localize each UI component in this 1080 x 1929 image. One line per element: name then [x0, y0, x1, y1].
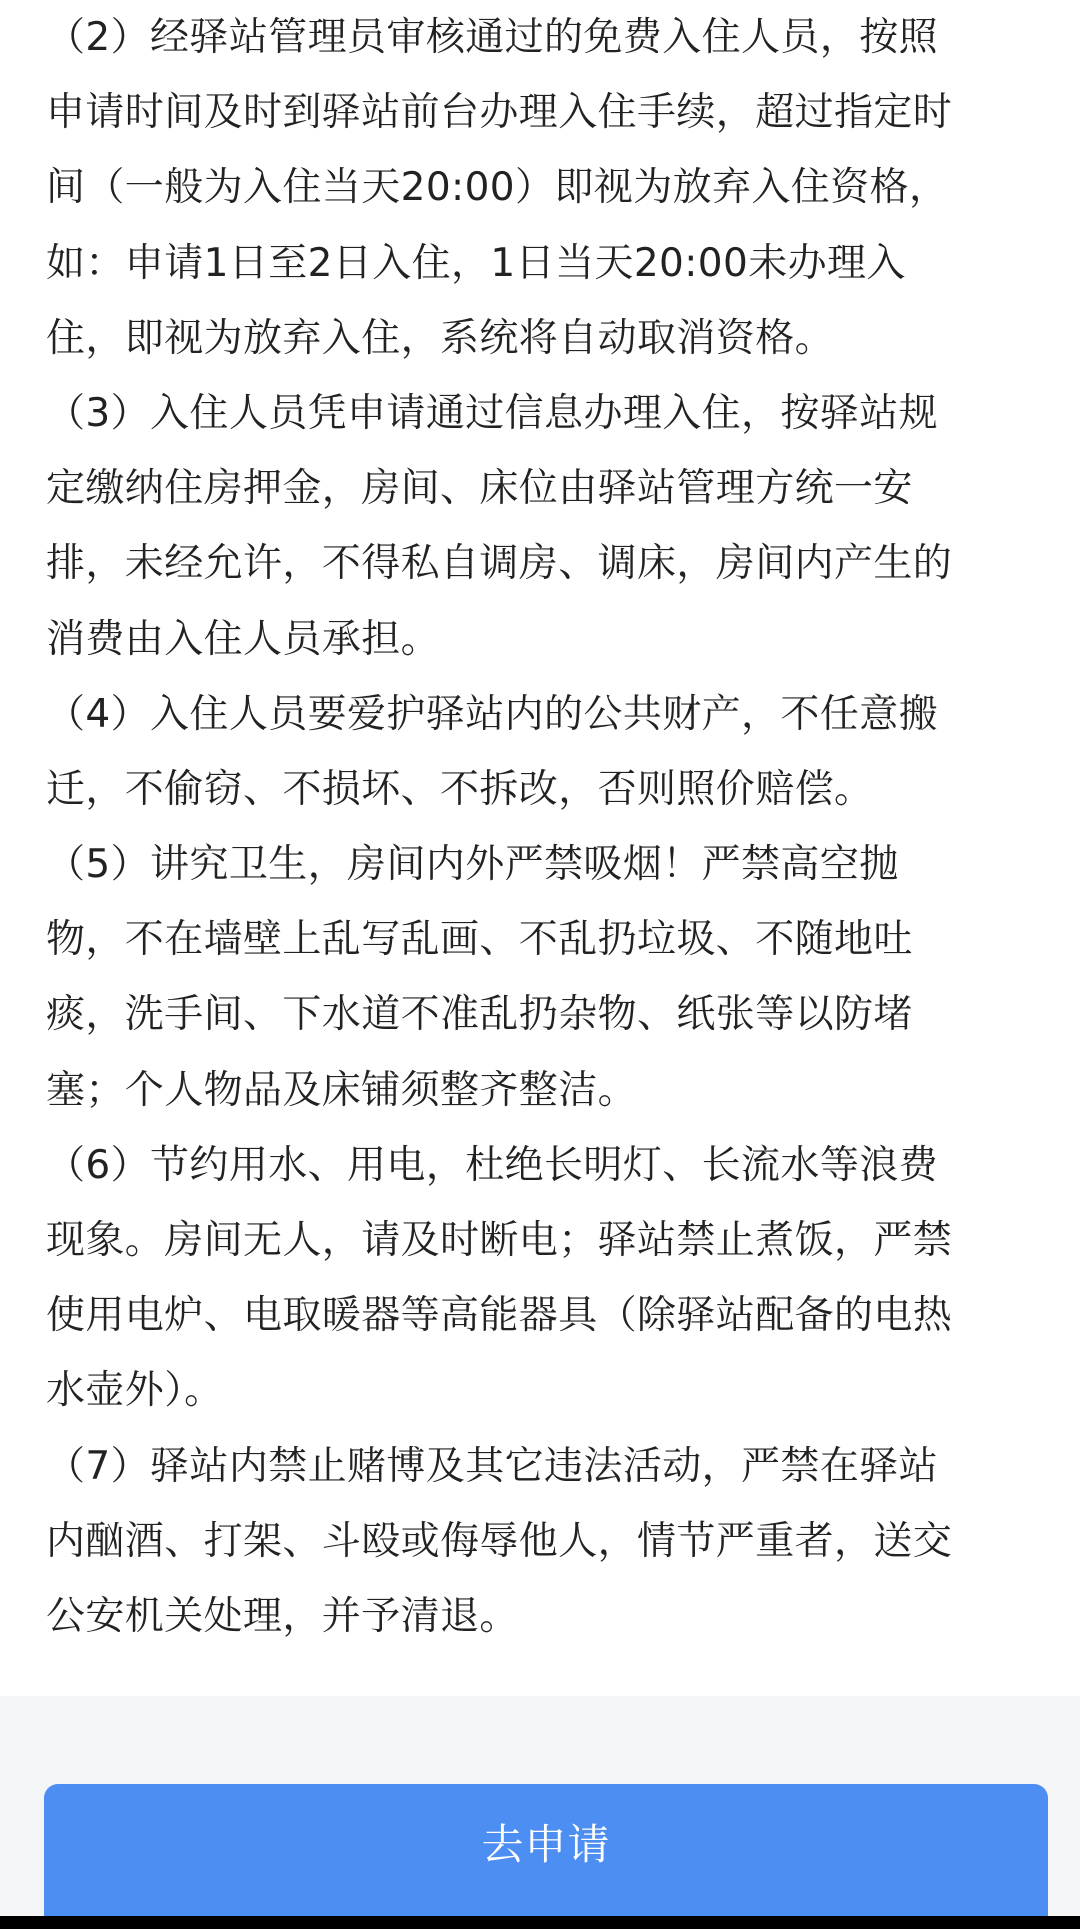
- rule-line: 塞；个人物品及床铺须整齐整洁。: [46, 1067, 638, 1113]
- rule-line: （2）经驿站管理员审核通过的免费入住人员，按照: [46, 15, 939, 60]
- rule-line: 定缴纳住房押金，房间、床位由驿站管理方统一安: [46, 466, 913, 512]
- rule-line: 内酗酒、打架、斗殴或侮辱他人，情节严重者，送交: [46, 1518, 953, 1564]
- rule-line: 消费由入住人员承担。: [46, 616, 441, 662]
- rule-line: （7）驿站内禁止赌博及其它违法活动，严禁在驿站: [46, 1443, 939, 1489]
- bottom-edge-bar: [0, 1916, 1080, 1929]
- rule-line: 公安机关处理，并予清退。: [46, 1593, 519, 1639]
- rule-line: （4）入住人员要爱护驿站内的公共财产，不任意搬: [46, 691, 939, 737]
- rule-line: 排，未经允许，不得私自调房、调床，房间内产生的: [46, 541, 953, 587]
- rule-line: （3）入住人员凭申请通过信息办理入住，按驿站规: [46, 390, 939, 436]
- rule-line: 物，不在墙壁上乱写乱画、不乱扔垃圾、不随地吐: [46, 917, 913, 963]
- rule-line: 水壶外）。: [46, 1368, 224, 1414]
- rule-line: 如：申请1日至2日入住，1日当天20:00未办理入: [46, 240, 906, 286]
- rule-line: 间（一般为入住当天20:00）即视为放弃入住资格，: [46, 165, 949, 211]
- apply-button[interactable]: 去申请: [44, 1784, 1048, 1929]
- rule-line: 使用电炉、电取暖器等高能器具（除驿站配备的电热: [46, 1293, 953, 1339]
- rule-line: 痰，洗手间、下水道不准乱扔杂物、纸张等以防堵: [46, 992, 913, 1038]
- rule-line: 申请时间及时到驿站前台办理入住手续，超过指定时: [46, 90, 953, 136]
- rule-line: 迁，不偷窃、不损坏、不拆改，否则照价赔偿。: [46, 766, 874, 812]
- rule-line: 住，即视为放弃入住，系统将自动取消资格。: [46, 315, 835, 361]
- rule-line: 现象。房间无人，请及时断电；驿站禁止煮饭，严禁: [46, 1218, 953, 1263]
- rules-text-block: [46, 0, 1056, 1654]
- rule-line: （5）讲究卫生，房间内外严禁吸烟！严禁高空抛: [46, 842, 899, 888]
- rule-line: （6）节约用水、用电，杜绝长明灯、长流水等浪费: [46, 1142, 939, 1188]
